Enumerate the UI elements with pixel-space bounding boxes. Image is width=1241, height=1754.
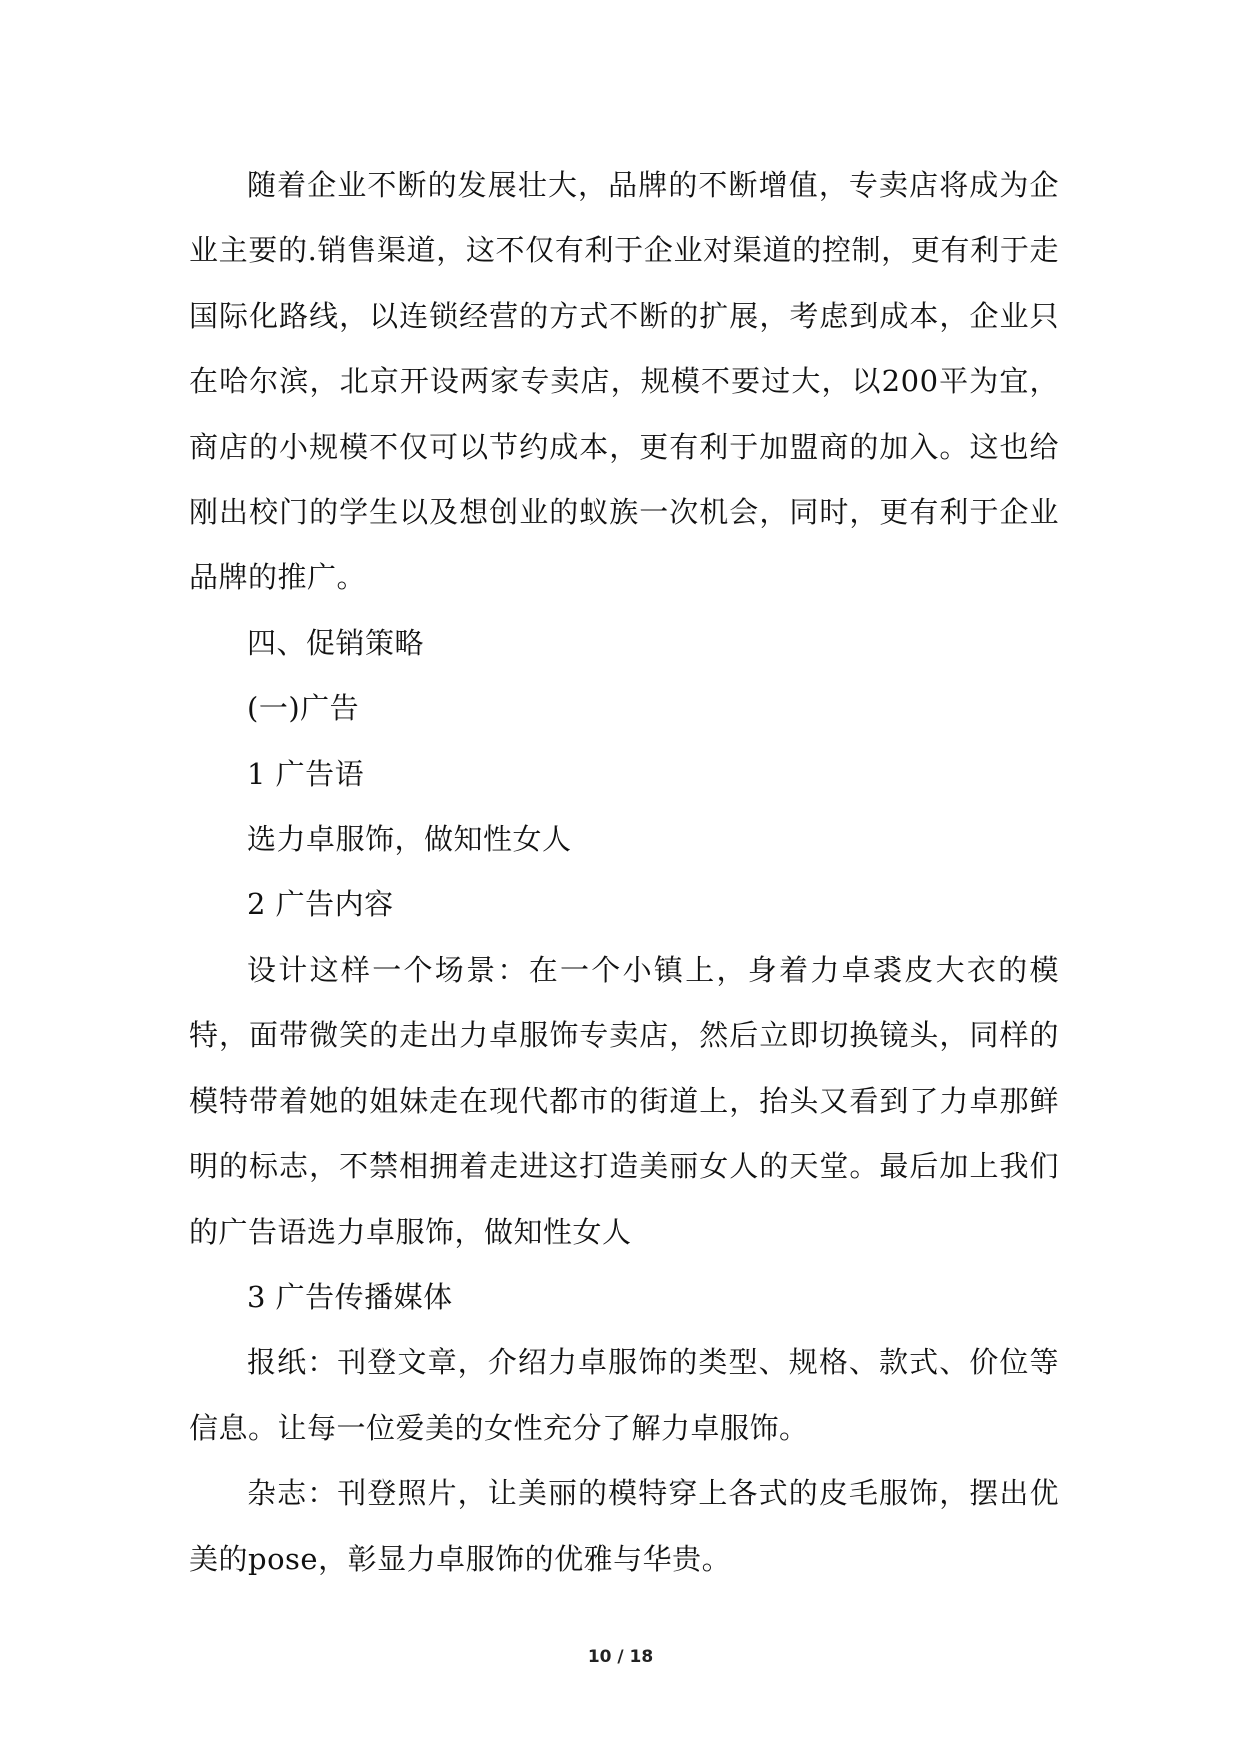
paragraph-newspaper: 报纸：刊登文章，介绍力卓服饰的类型、规格、款式、价位等信息。让每一位爱美的女性充分了解力卓服饰。 xyxy=(189,1345,1059,1445)
subsection-heading-advertising: (一)广告 xyxy=(247,691,360,726)
page-number: 10 / 18 xyxy=(587,1647,654,1667)
paragraph-magazine: 杂志：刊登照片，让美丽的模特穿上各式的皮毛服饰，摆出优美的pose，彰显力卓服饰的优雅与华贵。 xyxy=(189,1476,1059,1576)
section-heading-promotion-strategy: 四、促销策略 xyxy=(247,625,425,660)
item-heading-slogan: 1 广告语 xyxy=(247,756,365,791)
item-heading-ad-media: 3 广告传播媒体 xyxy=(247,1279,453,1314)
paragraph-store-expansion: 随着企业不断的发展壮大，品牌的不断增值，专卖店将成为企业主要的.销售渠道，这不仅有利于企业对渠道的控制，更有利于走国际化路线，以连锁经营的方式不断的扩展，考虑到成本，企业只在哈尔滨，北京开设两家专卖店，规模不要过大，以200平为宜，商店的小规模不仅可以节约成本，更有利于加盟商的加入。这也给刚出校门的学生以及想创业的蚁族一次机会，同时，更有利于企业品牌的推广。 xyxy=(189,168,1059,595)
item-heading-ad-content: 2 广告内容 xyxy=(247,887,394,922)
paragraph-slogan: 选力卓服饰，做知性女人 xyxy=(247,822,572,857)
document-body xyxy=(189,153,1059,1592)
paragraph-ad-scene: 设计这样一个场景：在一个小镇上，身着力卓裘皮大衣的模特，面带微笑的走出力卓服饰专卖店，然后立即切换镜头，同样的模特带着她的姐妹走在现代都市的街道上，抬头又看到了力卓那鲜明的标志，不禁相拥着走进这打造美丽女人的天堂。最后加上我们的广告语选力卓服饰，做知性女人 xyxy=(189,952,1059,1249)
